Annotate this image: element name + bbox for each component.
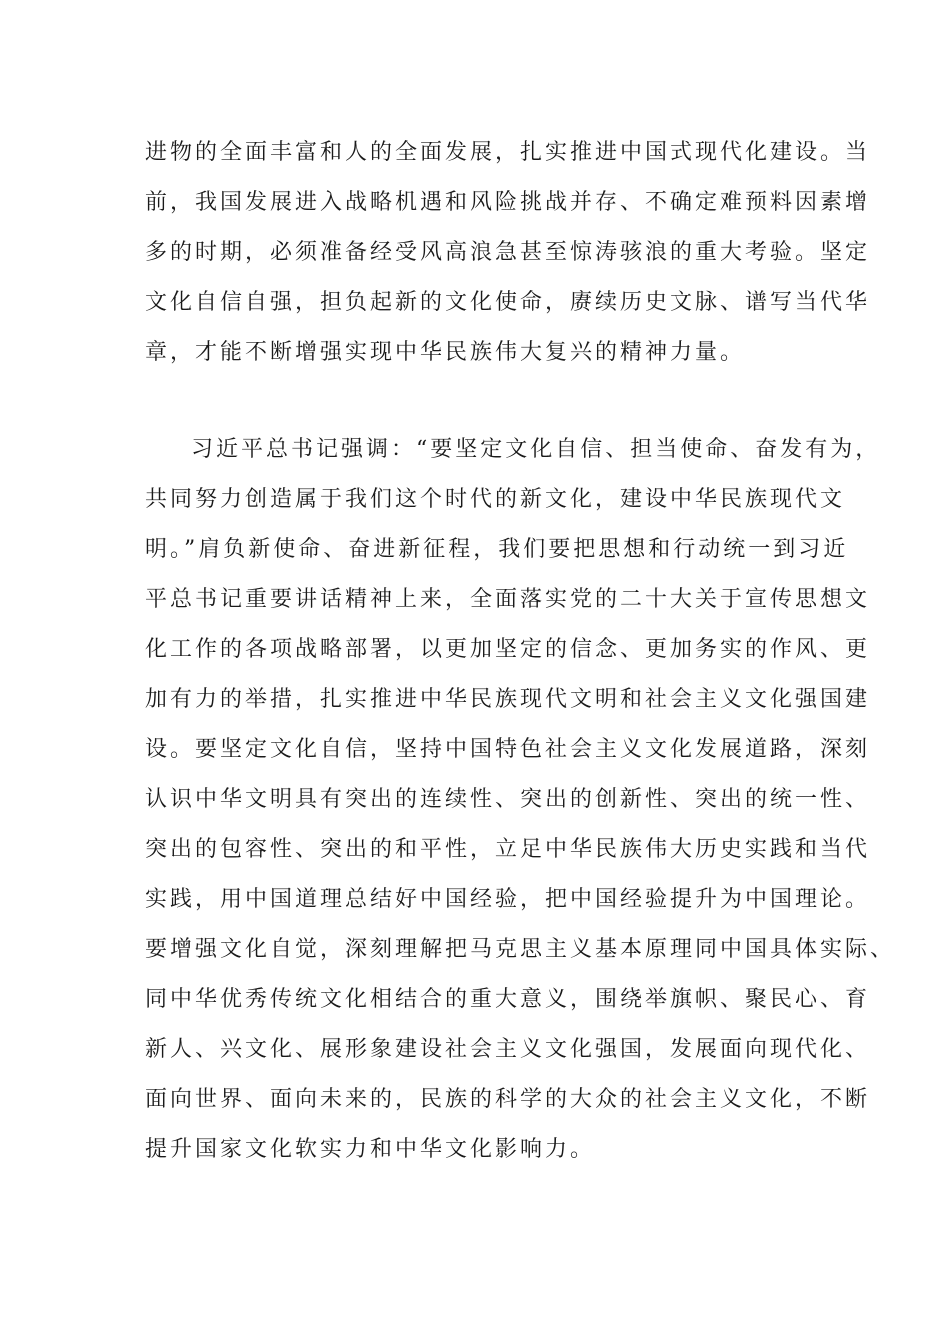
paragraph-line: 新人、兴文化、展形象建设社会主义文化强国，发展面向现代化、	[145, 1037, 871, 1062]
paragraph-line: 多的时期，必须准备经受风高浪急甚至惊涛骇浪的重大考验。坚定	[145, 240, 871, 265]
paragraph-line: 要增强文化自觉，深刻理解把马克思主义基本原理同中国具体实际、	[145, 937, 896, 962]
paragraph-line: 同中华优秀传统文化相结合的重大意义，围绕举旗帜、聚民心、育	[145, 987, 871, 1012]
paragraph-line: 设。要坚定文化自信，坚持中国特色社会主义文化发展道路，深刻	[145, 737, 871, 762]
paragraph-line: 平总书记重要讲话精神上来，全面落实党的二十大关于宣传思想文	[145, 587, 871, 612]
paragraph-line: 习近平总书记强调：“要坚定文化自信、担当使命、奋发有为，	[191, 437, 881, 462]
paragraph-line: 实践，用中国道理总结好中国经验，把中国经验提升为中国理论。	[145, 887, 871, 912]
paragraph-line: 突出的包容性、突出的和平性，立足中华民族伟大历史实践和当代	[145, 837, 871, 862]
paragraph-line: 进物的全面丰富和人的全面发展，扎实推进中国式现代化建设。当	[145, 140, 871, 165]
paragraph-line: 共同努力创造属于我们这个时代的新文化，建设中华民族现代文	[145, 487, 846, 512]
paragraph-1	[145, 128, 871, 378]
paragraph-2	[145, 425, 896, 1175]
paragraph-line: 章，才能不断增强实现中华民族伟大复兴的精神力量。	[145, 340, 746, 365]
paragraph-line: 面向世界、面向未来的，民族的科学的大众的社会主义文化，不断	[145, 1087, 871, 1112]
paragraph-line: 明。”肩负新使命、奋进新征程，我们要把思想和行动统一到习近	[145, 537, 849, 562]
paragraph-line: 前，我国发展进入战略机遇和风险挑战并存、不确定难预料因素增	[145, 190, 871, 215]
paragraph-line: 提升国家文化软实力和中华文化影响力。	[145, 1137, 596, 1162]
paragraph-line: 化工作的各项战略部署，以更加坚定的信念、更加务实的作风、更	[145, 637, 871, 662]
paragraph-line: 认识中华文明具有突出的连续性、突出的创新性、突出的统一性、	[145, 787, 871, 812]
paragraph-line: 加有力的举措，扎实推进中华民族现代文明和社会主义文化强国建	[145, 687, 871, 712]
paragraph-line: 文化自信自强，担负起新的文化使命，赓续历史文脉、谱写当代华	[145, 290, 871, 315]
